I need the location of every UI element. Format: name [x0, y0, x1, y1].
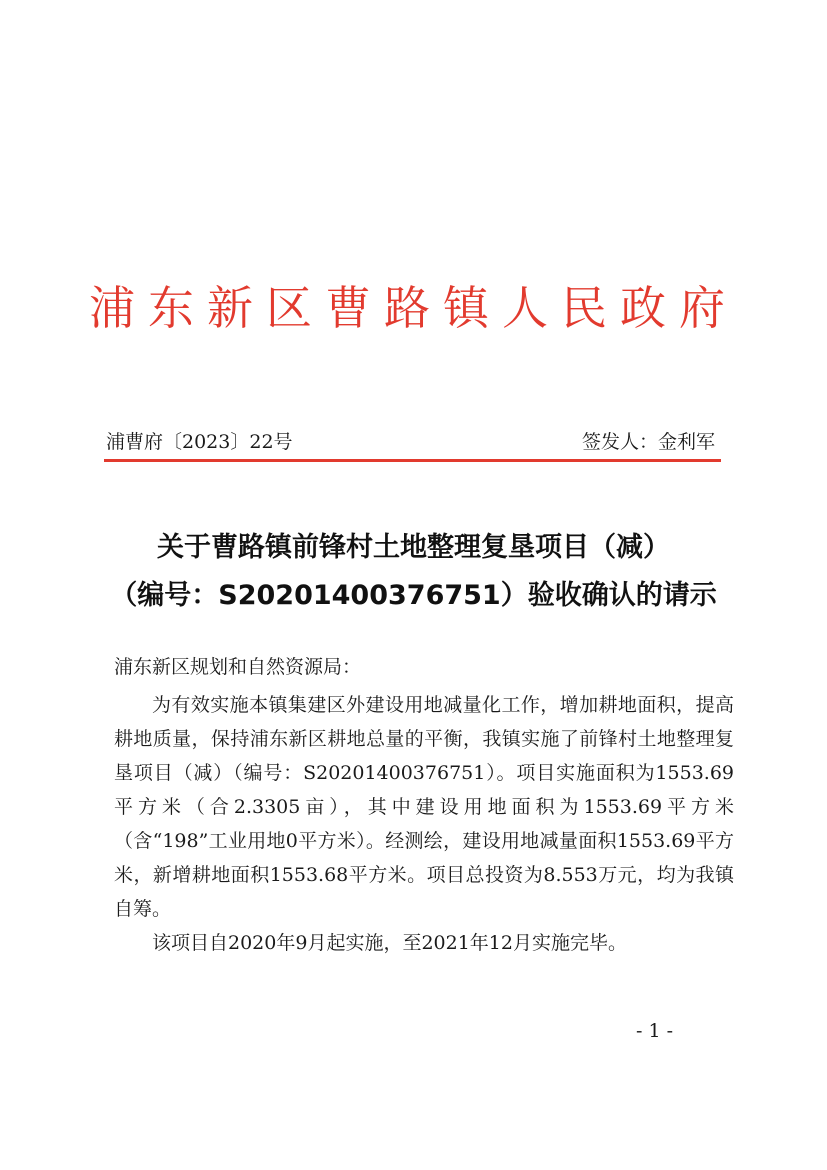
addressee: 浦东新区规划和自然资源局： — [114, 656, 362, 678]
document-number: 浦曹府〔2023〕22号 — [106, 431, 293, 453]
document-title — [60, 524, 767, 620]
signer: 签发人：金利军 — [581, 431, 715, 453]
body-paragraph-2: 该项目自2020年9月起实施，至2021年12月实施完毕。 — [152, 932, 627, 954]
body-paragraph-1: 为有效实施本镇集建区外建设用地减量化工作，增加耕地面积，提高耕地质量，保持浦东新区耕地总量的平衡，我镇实施了前锋村土地整理复垦项目（减）（编号：S20201400376751）。项目实施面积为1553.69平方米（合2.3305亩），其中建设用地面积为1553.69平方米（含“198”工业用地0平方米）。经测绘，建设用地减量面积1553.69平方米，新增耕地面积1553.68平方米。项目总投资为8.553万元，均为我镇自筹。 — [114, 694, 734, 920]
issuing-organization-header: 浦东新区曹路镇人民政府 — [89, 281, 738, 335]
red-divider-line — [104, 459, 721, 462]
document-title-line-2: （编号：S20201400376751）验收确认的请示 — [110, 580, 717, 611]
document-title-line-1: 关于曹路镇前锋村土地整理复垦项目（减） — [157, 532, 670, 563]
page-number: - 1 - — [636, 1020, 674, 1042]
body-text — [114, 688, 734, 960]
